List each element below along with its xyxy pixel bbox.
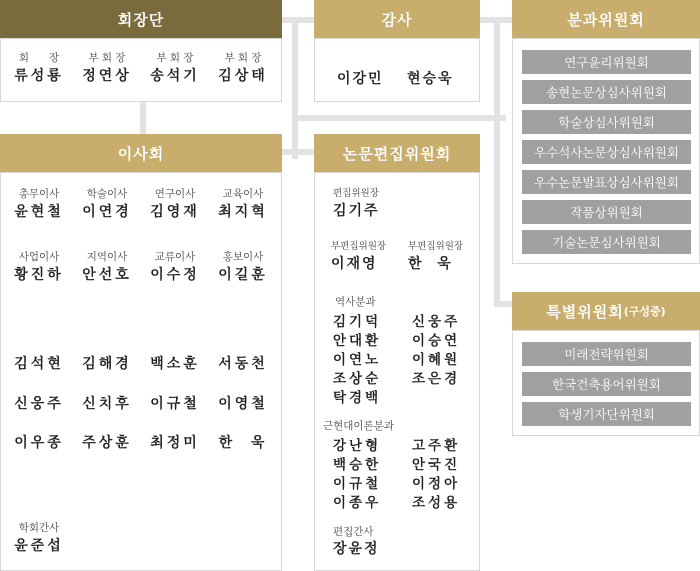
editor-name: 조은경 [412, 371, 461, 387]
secretary-role: 편집간사 [333, 526, 374, 538]
board-officer [5, 187, 73, 223]
officer-role: 총무이사 [18, 188, 60, 200]
presidium-member [209, 51, 277, 87]
officer-role: 교육이사 [222, 188, 264, 200]
special-header [512, 292, 700, 330]
committees-header [512, 0, 700, 38]
editor-name: 이연노 [333, 352, 382, 368]
presidium-member [5, 51, 73, 87]
editor-name: 신웅주 [412, 314, 461, 330]
board-officer [209, 187, 277, 223]
editor-name: 김기덕 [333, 314, 382, 330]
editorial-chair [333, 187, 380, 221]
board-header [0, 134, 282, 172]
board-director: 이우종 [14, 435, 64, 451]
officer-name: 이연경 [82, 204, 132, 220]
presidium-box [0, 38, 282, 102]
board-director: 신웅주 [14, 396, 64, 412]
officer-role: 학술이사 [86, 188, 128, 200]
board-director: 김해경 [82, 356, 132, 372]
chair-role: 편집위원장 [333, 188, 379, 199]
special-title-note: (구성중) [623, 305, 666, 318]
auditor-box [314, 38, 480, 102]
member-role: 회 장 [18, 52, 60, 64]
editorial-vice [331, 240, 386, 274]
vice-role: 부편집위원장 [331, 241, 387, 252]
board-director: 주상훈 [82, 435, 132, 451]
officer-name: 이수정 [150, 267, 200, 283]
editor-name: 조상순 [333, 371, 382, 387]
board-director: 이규철 [150, 396, 200, 412]
auditor-header [314, 0, 480, 38]
editor-name: 이정아 [412, 476, 461, 492]
editor-name: 강난형 [333, 438, 382, 454]
connector-line [282, 17, 314, 23]
board-director: 김석현 [14, 356, 64, 372]
officer-role: 홍보이사 [222, 251, 264, 263]
modern-label: 근현대이론분과 [323, 420, 395, 432]
editor-name: 탁경백 [333, 390, 382, 406]
committees-title: 분과위원회 [567, 10, 645, 29]
connector-line [292, 17, 298, 159]
presidium-member [73, 51, 141, 87]
board-director: 백소훈 [150, 356, 200, 372]
board-director: 최정미 [150, 435, 200, 451]
secretary-name: 장윤정 [333, 541, 380, 557]
committees-box [512, 38, 700, 264]
editorial-box [314, 172, 480, 571]
chair-name: 김기주 [333, 203, 380, 219]
member-name: 송석기 [150, 68, 200, 84]
board-box [0, 172, 282, 571]
committee-item: 우수논문발표상심사위원회 [522, 170, 691, 194]
officer-role: 지역이사 [86, 251, 128, 263]
committee-item: 작품상위원회 [522, 200, 691, 224]
vice-role: 부편집위원장 [408, 241, 464, 252]
board-officer [209, 250, 277, 286]
officer-name: 최지혁 [218, 204, 268, 220]
secretary-role: 학회간사 [18, 522, 60, 534]
editorial-secretary [333, 525, 380, 559]
auditor-title: 감사 [381, 10, 413, 29]
history-label: 역사분과 [335, 296, 376, 308]
board-officer [5, 250, 73, 286]
member-name: 김상태 [218, 68, 268, 84]
committee-item: 송현논문상심사위원회 [522, 80, 691, 104]
editorial-title: 논문편집위원회 [342, 144, 452, 163]
presidium-title: 회장단 [117, 10, 165, 29]
special-box [512, 330, 700, 436]
board-officer [73, 250, 141, 286]
secretary-name: 윤준섭 [14, 538, 64, 554]
editorial-vice [408, 240, 463, 274]
officer-name: 안선호 [82, 267, 132, 283]
modern-col1 [333, 437, 381, 513]
officer-name: 윤현철 [14, 204, 64, 220]
editor-name: 백승한 [333, 457, 382, 473]
member-name: 정연상 [82, 68, 132, 84]
member-name: 류성룡 [14, 68, 64, 84]
officer-role: 연구이사 [154, 188, 196, 200]
connector-line [292, 115, 506, 121]
officer-role: 교류이사 [154, 251, 196, 263]
committee-item: 한국건축용어위원회 [522, 372, 691, 396]
vice-name: 이재영 [331, 256, 378, 272]
modern-col2 [412, 437, 460, 513]
officer-name: 황진하 [14, 267, 64, 283]
editor-name: 안국진 [412, 457, 461, 473]
special-title: 특별위원회 [546, 302, 624, 321]
board-director: 신치후 [82, 396, 132, 412]
committee-item: 연구윤리위원회 [522, 50, 691, 74]
auditor-name: 현승욱 [407, 71, 454, 87]
presidium-member [141, 51, 209, 87]
member-role: 부 회 장 [88, 52, 126, 64]
committee-item: 학생기자단위원회 [522, 402, 691, 426]
history-col2 [412, 313, 460, 389]
committee-item: 학술상심사위원회 [522, 110, 691, 134]
editor-name: 이종우 [333, 495, 382, 511]
vice-name: 한 욱 [408, 256, 453, 272]
officer-name: 김영재 [150, 204, 200, 220]
member-role: 부 회 장 [224, 52, 262, 64]
board-officer [141, 250, 209, 286]
auditor-name: 이강민 [337, 71, 384, 87]
connector-line [140, 102, 146, 134]
history-col1 [333, 313, 381, 408]
connector-line [282, 149, 314, 155]
editor-name: 안대환 [333, 333, 382, 349]
connector-line [494, 17, 500, 307]
board-officer [73, 187, 141, 223]
board-officer [141, 187, 209, 223]
editor-name: 고주환 [412, 438, 461, 454]
editor-name: 조성용 [412, 495, 461, 511]
committee-item: 미래전략위원회 [522, 342, 691, 366]
officer-name: 이길훈 [218, 267, 268, 283]
board-title: 이사회 [117, 144, 165, 163]
member-role: 부 회 장 [156, 52, 194, 64]
connector-line [494, 301, 512, 307]
committee-item: 우수석사논문상심사위원회 [522, 140, 691, 164]
board-director: 이영철 [218, 396, 268, 412]
editor-name: 이승연 [412, 333, 461, 349]
board-director: 서동천 [218, 356, 268, 372]
officer-role: 사업이사 [18, 251, 60, 263]
editor-name: 이혜원 [412, 352, 461, 368]
editorial-header [314, 134, 480, 172]
presidium-header [0, 0, 282, 38]
board-director: 한 욱 [218, 435, 268, 451]
board-secretary [5, 521, 73, 557]
committee-item: 기술논문심사위원회 [522, 230, 691, 254]
editor-name: 이규철 [333, 476, 382, 492]
